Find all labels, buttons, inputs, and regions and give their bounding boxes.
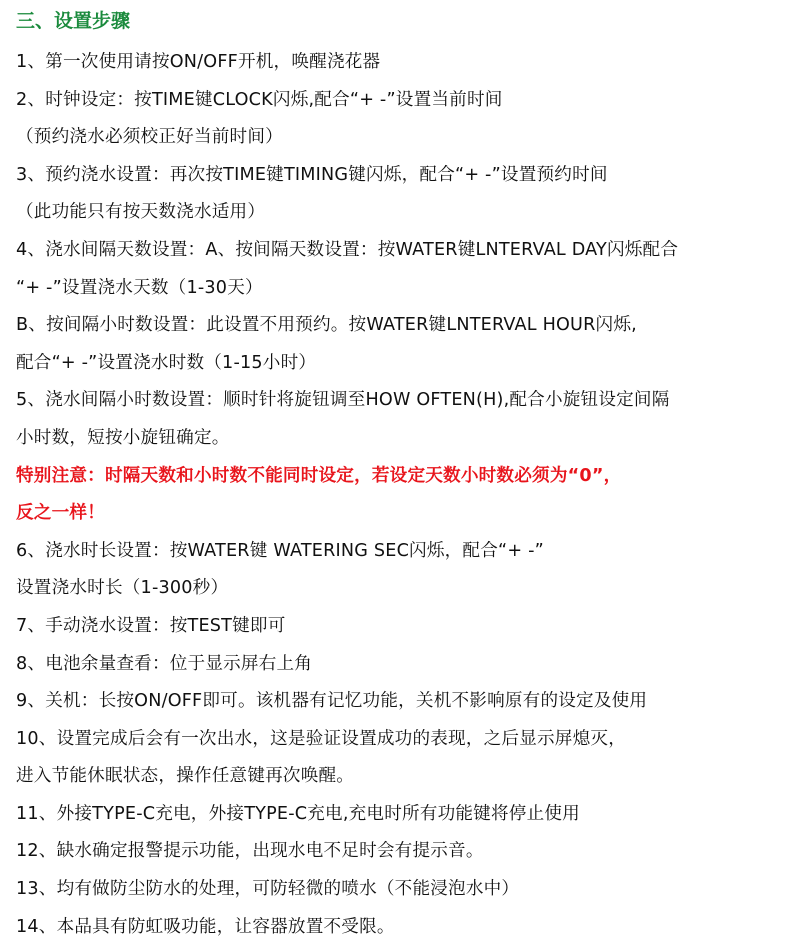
section-heading: 三、设置步骤 — [16, 10, 131, 32]
instruction-lines — [16, 44, 788, 946]
instruction-line: 6、浇水时长设置：按WATER键 WATERING SEC闪烁，配合“+ -” — [16, 540, 544, 561]
instruction-line: 11、外接TYPE-C充电，外接TYPE-C充电,充电时所有功能键将停止使用 — [16, 803, 580, 824]
warning-line: 特别注意：时隔天数和小时数不能同时设定，若设定天数小时数必须为“0”， — [16, 465, 622, 486]
instruction-line: 2、时钟设定：按TIME键CLOCK闪烁,配合“+ -”设置当前时间 — [16, 89, 503, 110]
instruction-line: 14、本品具有防虹吸功能，让容器放置不受限。 — [16, 916, 395, 937]
instruction-line: 9、关机：长按ON/OFF即可。该机器有记忆功能，关机不影响原有的设定及使用 — [16, 691, 648, 712]
instruction-line: 小时数，短按小旋钮确定。 — [16, 427, 230, 448]
instruction-line: 3、预约浇水设置：再次按TIME键TIMING键闪烁，配合“+ -”设置预约时间 — [16, 164, 608, 185]
instruction-line: 配合“+ -”设置浇水时数（1-15小时） — [16, 352, 317, 373]
instruction-line: （此功能只有按天数浇水适用） — [16, 202, 266, 223]
instruction-line: B、按间隔小时数设置：此设置不用预约。按WATER键LNTERVAL HOUR闪烁, — [16, 315, 637, 336]
instruction-line: 设置浇水时长（1-300秒） — [16, 578, 229, 599]
instruction-line: 7、手动浇水设置：按TEST键即可 — [16, 615, 286, 636]
warning-line: 反之一样！ — [16, 503, 105, 524]
instruction-line: 4、浇水间隔天数设置：A、按间隔天数设置：按WATER键LNTERVAL DAY闪烁配合 — [16, 239, 679, 260]
instruction-line: 8、电池余量查看：位于显示屏右上角 — [16, 653, 313, 674]
instruction-line: 12、缺水确定报警提示功能，出现水电不足时会有提示音。 — [16, 841, 484, 862]
instruction-line: 10、设置完成后会有一次出水，这是验证设置成功的表现，之后显示屏熄灭， — [16, 728, 626, 749]
instruction-line: 进入节能休眠状态，操作任意键再次唤醒。 — [16, 766, 355, 787]
instruction-line: （预约浇水必须校正好当前时间） — [16, 127, 283, 148]
instruction-line: 1、第一次使用请按ON/OFF开机，唤醒浇花器 — [16, 52, 381, 72]
instruction-line: 13、均有做防尘防水的处理，可防轻微的喷水（不能浸泡水中） — [16, 879, 520, 900]
instruction-line: “+ -”设置浇水天数（1-30天） — [16, 277, 263, 298]
instruction-line: 5、浇水间隔小时数设置：顺时针将旋钮调至HOW OFTEN(H),配合小旋钮设定间隔 — [16, 390, 670, 411]
